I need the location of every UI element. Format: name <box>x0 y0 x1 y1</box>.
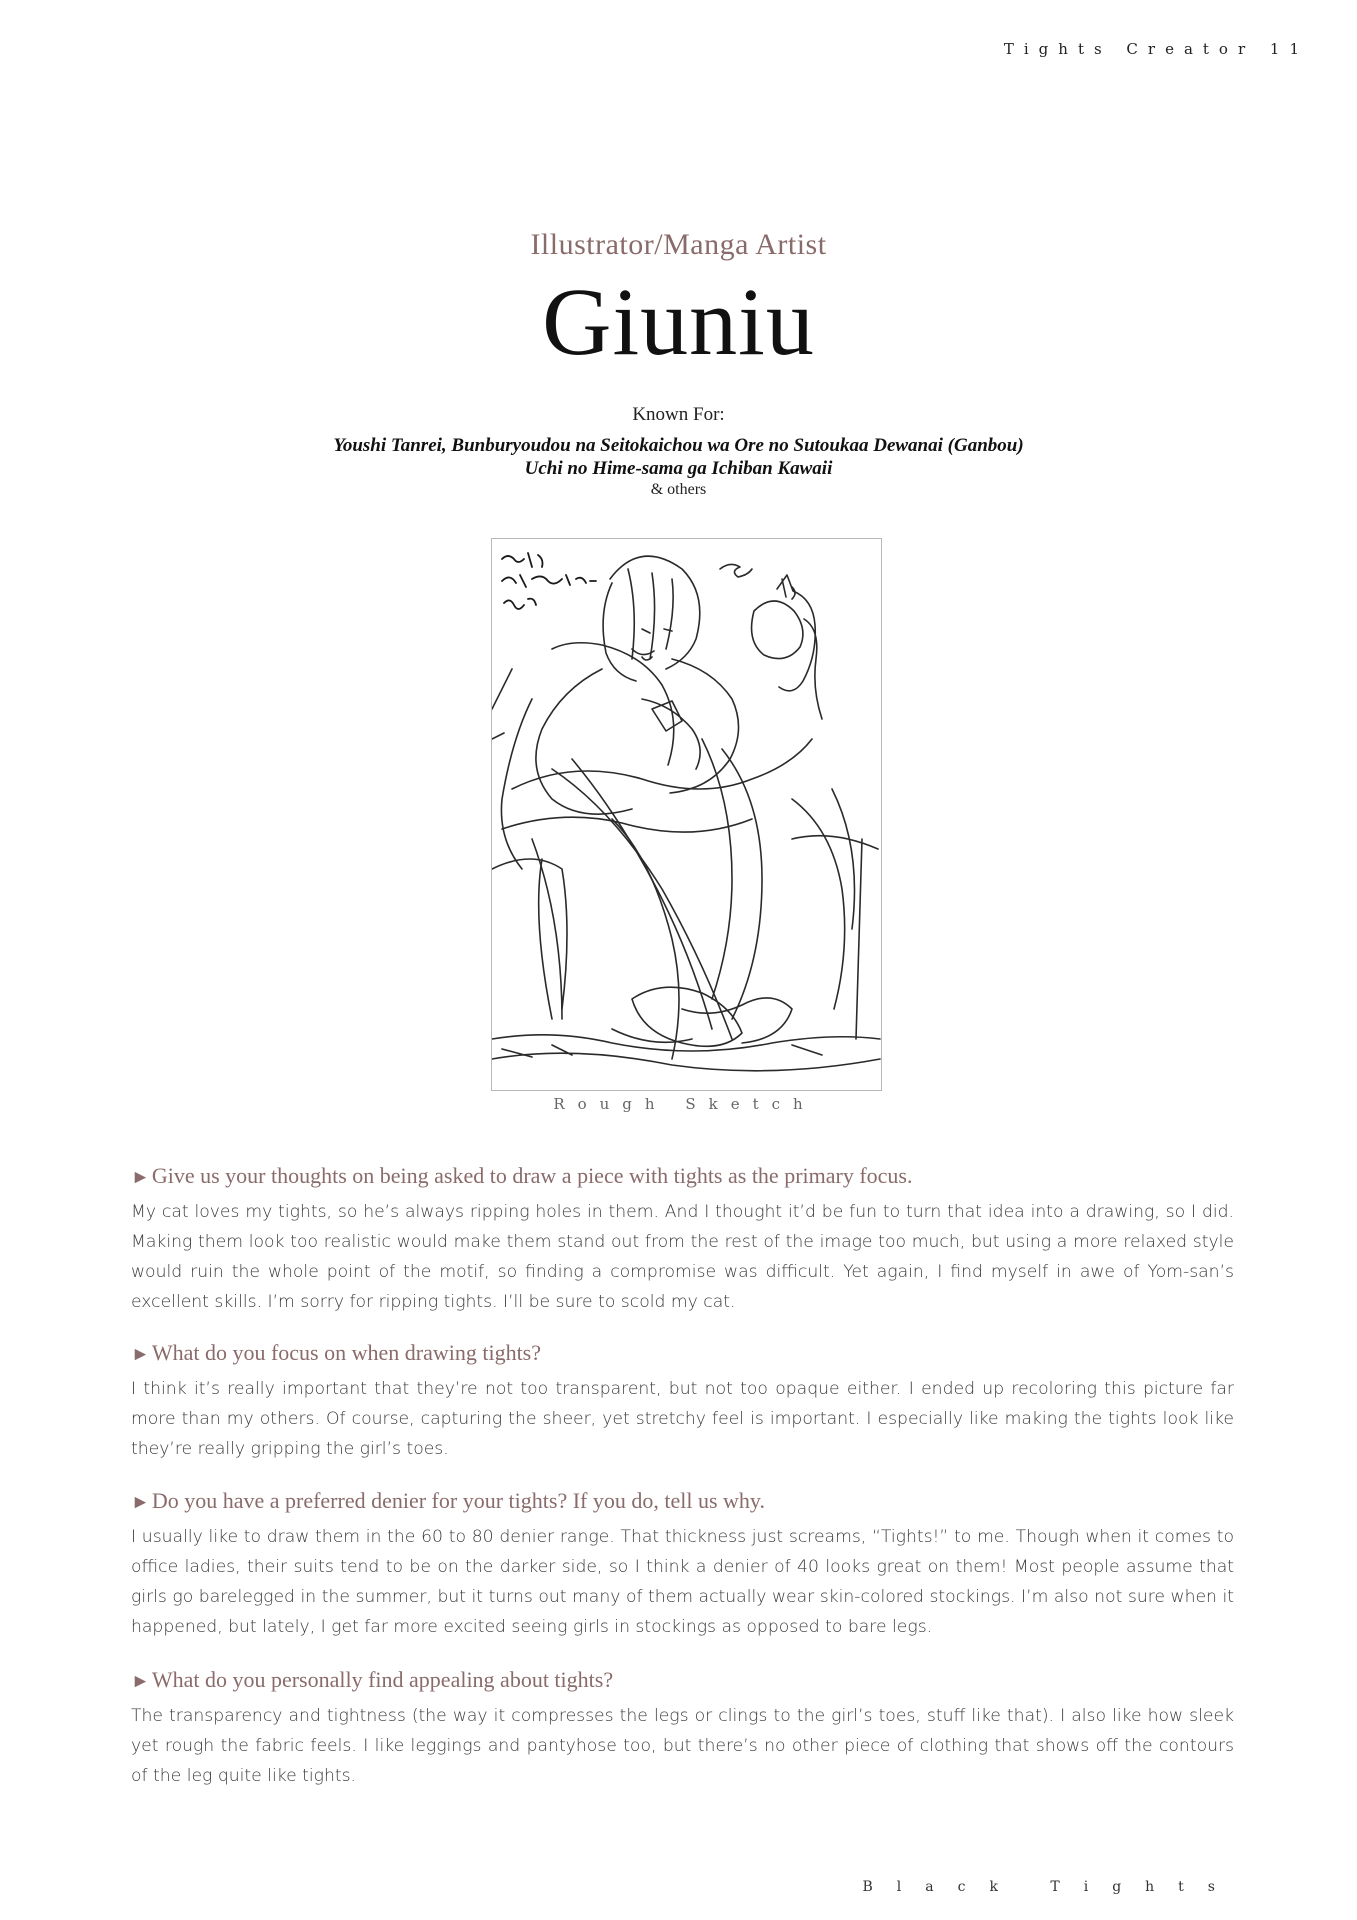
sketch-caption: Rough Sketch <box>553 1095 816 1113</box>
known-works-others: & others <box>650 481 707 498</box>
profile-header <box>0 228 1357 500</box>
running-foot: Black Tights <box>862 1879 1239 1895</box>
question-text: Give us your thoughts on being asked to draw a piece with tights as the primary focus. <box>151 1163 913 1188</box>
qa-block <box>131 1488 1234 1642</box>
triangle-bullet-icon: ► <box>131 1492 150 1513</box>
triangle-bullet-icon: ► <box>131 1671 150 1692</box>
answer-text: The transparency and tightness (the way it compresses the legs or clings to the girl’s toes, stuff like that). I also like how sleek yet rough the fabric feels. I like leggings and pantyhose too, but there’s no other piece of clothing that shows off the contours of the leg quite like tights. <box>131 1706 1234 1786</box>
answer-text: My cat loves my tights, so he’s always ripping holes in them. And I thought it’d be fun to turn that idea into a drawing, so I did. Making them look too realistic would make them stand out from the rest of the image too much, but using a more relaxed style would ruin the whole point of the motif, so finding a compromise was difficult. Yet again, I find myself in awe of Yom-san’s excellent skills. I’m sorry for ripping tights. I’ll be sure to scold my cat. <box>131 1202 1234 1312</box>
question-text: What do you focus on when drawing tights? <box>151 1340 542 1365</box>
artist-role: Illustrator/Manga Artist <box>530 228 827 261</box>
artist-name: Giuniu <box>542 268 815 375</box>
question-text: Do you have a preferred denier for your tights? If you do, tell us why. <box>151 1488 765 1513</box>
known-for-label: Known For: <box>632 404 725 425</box>
question-text: What do you personally find appealing about tights? <box>151 1667 614 1692</box>
question-heading <box>131 1667 1234 1693</box>
qa-block <box>131 1667 1234 1791</box>
question-heading <box>131 1488 1234 1514</box>
question-heading <box>131 1163 1234 1189</box>
running-head: Tights Creator 11 <box>1003 40 1309 58</box>
qa-block <box>131 1163 1234 1317</box>
rough-sketch-image <box>491 538 882 1091</box>
answer-text: I think it’s really important that they’re not too transparent, but not too opaque either. I ended up recoloring this picture far more than my others. Of course, capturing the sheer, yet stretchy feel is important. I especially like making the tights look like they’re really gripping the girl’s toes. <box>131 1379 1234 1459</box>
triangle-bullet-icon: ► <box>131 1167 150 1188</box>
triangle-bullet-icon: ► <box>131 1344 150 1365</box>
known-works-line: Youshi Tanrei, Bunburyoudou na Seitokaichou wa Ore no Sutoukaa Dewanai (Ganbou) <box>333 435 1024 456</box>
known-works <box>0 434 1357 480</box>
question-heading <box>131 1340 1234 1366</box>
answer-text: I usually like to draw them in the 60 to 80 denier range. That thickness just screams, “Tights!” to me. Though when it comes to office ladies, their suits tend to be on the darker side, so I think a denier of 40 looks great on them! Most people assume that girls go barelegged in the summer, but it turns out many of them actually wear skin-colored stockings. I’m also not sure when it happened, but lately, I get far more excited seeing girls in stockings as opposed to bare legs. <box>131 1527 1234 1637</box>
known-works-line: Uchi no Hime-sama ga Ichiban Kawaii <box>524 458 833 479</box>
qa-block <box>131 1340 1234 1464</box>
